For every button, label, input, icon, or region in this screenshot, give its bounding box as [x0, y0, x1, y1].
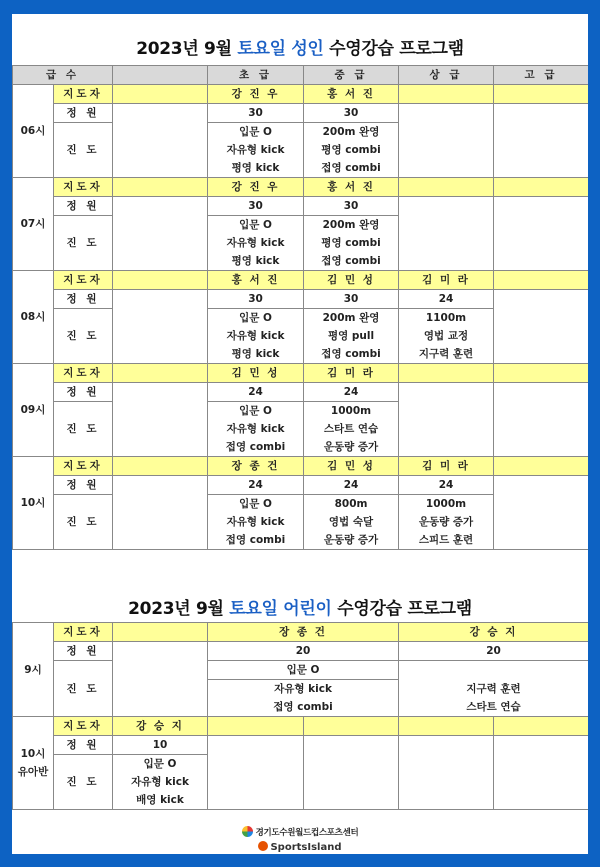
adult-progress-item: 자유형 kick	[208, 327, 304, 345]
adult-time: 06시	[13, 85, 54, 178]
adult-progress-item: 평영 combi	[304, 234, 399, 252]
empty-cell	[399, 736, 494, 810]
empty-cell	[494, 104, 588, 178]
adult-instructor	[494, 271, 588, 290]
adult-progress-item: 입문 O	[208, 495, 304, 514]
adult-progress-item: 운동량 증가	[304, 438, 399, 457]
adult-progress-item: 자유형 kick	[208, 141, 304, 159]
empty-cell	[399, 383, 494, 457]
empty-cell	[494, 197, 588, 271]
empty-cell	[113, 364, 208, 383]
adult-instructor-row	[13, 271, 589, 290]
adult-instructor: 김 미 라	[399, 271, 494, 290]
adult-progress-item: 평영 kick	[208, 345, 304, 364]
capacity-label: 정 원	[54, 290, 113, 309]
adult-instructor: 강 진 우	[208, 85, 304, 104]
adult-progress-item: 200m 완영	[304, 123, 399, 142]
kids-9-instructor-2: 강 승 지	[399, 623, 589, 642]
kids-10-instructor-row	[13, 717, 589, 736]
adult-capacity: 30	[208, 290, 304, 309]
adult-instructor	[494, 178, 588, 197]
adult-instructor: 장 종 건	[208, 457, 304, 476]
adult-capacity-row	[13, 104, 589, 123]
adult-instructor-row	[13, 457, 589, 476]
adult-title-suffix: 수영강습 프로그램	[323, 39, 464, 59]
adult-instructor: 홍 서 진	[208, 271, 304, 290]
kids-9-instructor-row	[13, 623, 589, 642]
footer-brand	[12, 841, 588, 853]
adult-progress-item: 1000m	[399, 495, 494, 514]
adult-instructor-row	[13, 178, 589, 197]
progress-label: 진 도	[54, 755, 113, 810]
kids-time-10	[13, 717, 54, 810]
adult-capacity-row	[13, 197, 589, 216]
kids-time-10-sub: 유아반	[17, 766, 49, 778]
sportsisland-logo-icon	[258, 841, 268, 851]
adult-capacity: 24	[208, 476, 304, 495]
instructor-label: 지도자	[54, 271, 113, 290]
adult-progress-item: 자유형 kick	[208, 513, 304, 531]
kids-10-instructor: 강 승 지	[113, 717, 208, 736]
adult-capacity: 24	[304, 383, 399, 402]
kids-time-10-label: 10시	[20, 748, 46, 760]
adult-progress-item: 접영 combi	[208, 438, 304, 457]
empty-cell	[113, 457, 208, 476]
empty-cell	[399, 717, 494, 736]
capacity-label: 정 원	[54, 476, 113, 495]
kids-9-progress-1-3: 접영 combi	[208, 698, 399, 717]
adult-capacity-row	[13, 476, 589, 495]
footer-brand-text: SportsIsland	[270, 842, 342, 853]
empty-cell	[304, 736, 399, 810]
adult-progress-item: 입문 O	[208, 216, 304, 235]
adult-instructor: 홍 서 진	[304, 85, 399, 104]
adult-progress-item: 운동량 증가	[399, 513, 494, 531]
kids-time-9: 9시	[13, 623, 54, 717]
adult-title-prefix: 2023년 9월	[136, 39, 238, 59]
progress-label: 진 도	[54, 661, 113, 717]
empty-cell	[113, 271, 208, 290]
adult-capacity: 30	[304, 290, 399, 309]
adult-instructor: 김 민 성	[208, 364, 304, 383]
adult-capacity-row	[13, 290, 589, 309]
capacity-label: 정 원	[54, 197, 113, 216]
adult-progress-item: 접영 combi	[208, 531, 304, 550]
adult-progress-item: 지구력 훈련	[399, 345, 494, 364]
header-col-4: 상 급	[399, 66, 494, 85]
kids-10-progress-2: 자유형 kick	[113, 773, 208, 791]
adult-capacity: 24	[399, 290, 494, 309]
schedule-page	[12, 14, 588, 854]
kids-title	[12, 594, 588, 619]
adult-progress-item: 평영 kick	[208, 252, 304, 271]
adult-progress-item: 800m	[304, 495, 399, 514]
adult-instructor: 김 미 라	[399, 457, 494, 476]
empty-cell	[399, 104, 494, 178]
capacity-label: 정 원	[54, 104, 113, 123]
adult-progress-item: 입문 O	[208, 402, 304, 421]
header-col-1	[113, 66, 208, 85]
empty-cell	[113, 178, 208, 197]
adult-progress-item: 스피드 훈련	[399, 531, 494, 550]
adult-instructor	[399, 364, 494, 383]
adult-capacity: 30	[208, 197, 304, 216]
adult-progress-item: 접영 combi	[304, 345, 399, 364]
adult-progress-item: 자유형 kick	[208, 420, 304, 438]
adult-instructor-row	[13, 364, 589, 383]
kids-9-progress-2-2: 스타트 연습	[399, 698, 589, 717]
adult-instructor	[494, 457, 588, 476]
adult-capacity: 24	[399, 476, 494, 495]
kids-9-progress-2-1: 지구력 훈련	[399, 680, 589, 699]
instructor-label: 지도자	[54, 623, 113, 642]
adult-capacity: 30	[208, 104, 304, 123]
instructor-label: 지도자	[54, 457, 113, 476]
empty-cell	[494, 290, 588, 364]
capacity-label: 정 원	[54, 383, 113, 402]
progress-label: 진 도	[54, 123, 113, 178]
adult-instructor	[399, 178, 494, 197]
kids-9-capacity-row	[13, 642, 589, 661]
header-col-2: 초 급	[208, 66, 304, 85]
adult-instructor: 김 민 성	[304, 457, 399, 476]
instructor-label: 지도자	[54, 717, 113, 736]
capacity-label: 정 원	[54, 736, 113, 755]
adult-header-row	[13, 66, 589, 85]
header-level: 급 수	[13, 66, 113, 85]
adult-progress-item: 200m 완영	[304, 216, 399, 235]
empty-cell	[304, 717, 399, 736]
adult-instructor: 홍 서 진	[304, 178, 399, 197]
adult-capacity: 30	[304, 104, 399, 123]
adult-instructor	[494, 364, 588, 383]
kids-9-instructor-1: 장 종 건	[208, 623, 399, 642]
adult-progress-item: 스타트 연습	[304, 420, 399, 438]
empty-cell	[113, 476, 208, 550]
adult-instructor-row	[13, 85, 589, 104]
adult-title-accent: 토요일 성인	[237, 39, 324, 59]
adult-instructor: 김 민 성	[304, 271, 399, 290]
header-col-3: 중 급	[304, 66, 399, 85]
empty-cell	[399, 661, 589, 680]
adult-progress-item: 운동량 증가	[304, 531, 399, 550]
adult-progress-item: 평영 pull	[304, 327, 399, 345]
instructor-label: 지도자	[54, 178, 113, 197]
adult-progress-item: 평영 combi	[304, 141, 399, 159]
footer-center-text: 경기도수원월드컵스포츠센터	[255, 828, 359, 838]
empty-cell	[494, 717, 589, 736]
instructor-label: 지도자	[54, 364, 113, 383]
capacity-label: 정 원	[54, 642, 113, 661]
center-logo-icon	[242, 826, 253, 837]
adult-progress-item: 평영 kick	[208, 159, 304, 178]
kids-9-progress-row-1	[13, 661, 589, 680]
kids-10-progress-1: 입문 O	[113, 755, 208, 774]
adult-time: 09시	[13, 364, 54, 457]
kids-10-progress-3: 배영 kick	[113, 791, 208, 810]
adult-time: 10시	[13, 457, 54, 550]
header-col-5: 고 급	[494, 66, 588, 85]
adult-progress-item: 영법 숙달	[304, 513, 399, 531]
kids-title-suffix: 수영강습 프로그램	[331, 599, 472, 619]
kids-9-capacity-1: 20	[208, 642, 399, 661]
adult-capacity: 24	[208, 383, 304, 402]
progress-label: 진 도	[54, 309, 113, 364]
adult-progress-item: 200m 완영	[304, 309, 399, 328]
empty-cell	[113, 290, 208, 364]
footer	[12, 826, 588, 853]
empty-cell	[113, 85, 208, 104]
empty-cell	[494, 476, 588, 550]
kids-10-capacity-row	[13, 736, 589, 755]
adult-capacity-row	[13, 383, 589, 402]
adult-capacity: 30	[304, 197, 399, 216]
progress-label: 진 도	[54, 402, 113, 457]
adult-progress-item: 입문 O	[208, 123, 304, 142]
empty-cell	[494, 383, 588, 457]
adult-progress-item: 1000m	[304, 402, 399, 421]
adult-time: 07시	[13, 178, 54, 271]
empty-cell	[113, 104, 208, 178]
empty-cell	[208, 736, 304, 810]
empty-cell	[494, 736, 589, 810]
instructor-label: 지도자	[54, 85, 113, 104]
kids-title-prefix: 2023년 9월	[128, 599, 230, 619]
adult-time: 08시	[13, 271, 54, 364]
adult-schedule-table	[12, 65, 588, 550]
empty-cell	[113, 383, 208, 457]
kids-9-progress-1-1: 입문 O	[208, 661, 399, 680]
empty-cell	[399, 197, 494, 271]
progress-label: 진 도	[54, 495, 113, 550]
adult-progress-item: 접영 combi	[304, 252, 399, 271]
empty-cell	[113, 642, 208, 717]
adult-title	[12, 34, 588, 59]
adult-capacity: 24	[304, 476, 399, 495]
footer-center-name	[12, 826, 588, 838]
kids-title-accent: 토요일 어린이	[229, 599, 332, 619]
empty-cell	[113, 197, 208, 271]
adult-progress-item: 영법 교정	[399, 327, 494, 345]
adult-progress-item: 자유형 kick	[208, 234, 304, 252]
kids-schedule-table	[12, 622, 588, 810]
adult-progress-item: 접영 combi	[304, 159, 399, 178]
kids-9-progress-1-2: 자유형 kick	[208, 680, 399, 699]
adult-instructor	[494, 85, 588, 104]
adult-progress-item: 입문 O	[208, 309, 304, 328]
empty-cell	[113, 623, 208, 642]
kids-10-capacity: 10	[113, 736, 208, 755]
progress-label: 진 도	[54, 216, 113, 271]
adult-instructor: 강 진 우	[208, 178, 304, 197]
adult-progress-item: 1100m	[399, 309, 494, 328]
adult-instructor: 김 미 라	[304, 364, 399, 383]
empty-cell	[208, 717, 304, 736]
kids-9-capacity-2: 20	[399, 642, 589, 661]
adult-instructor	[399, 85, 494, 104]
